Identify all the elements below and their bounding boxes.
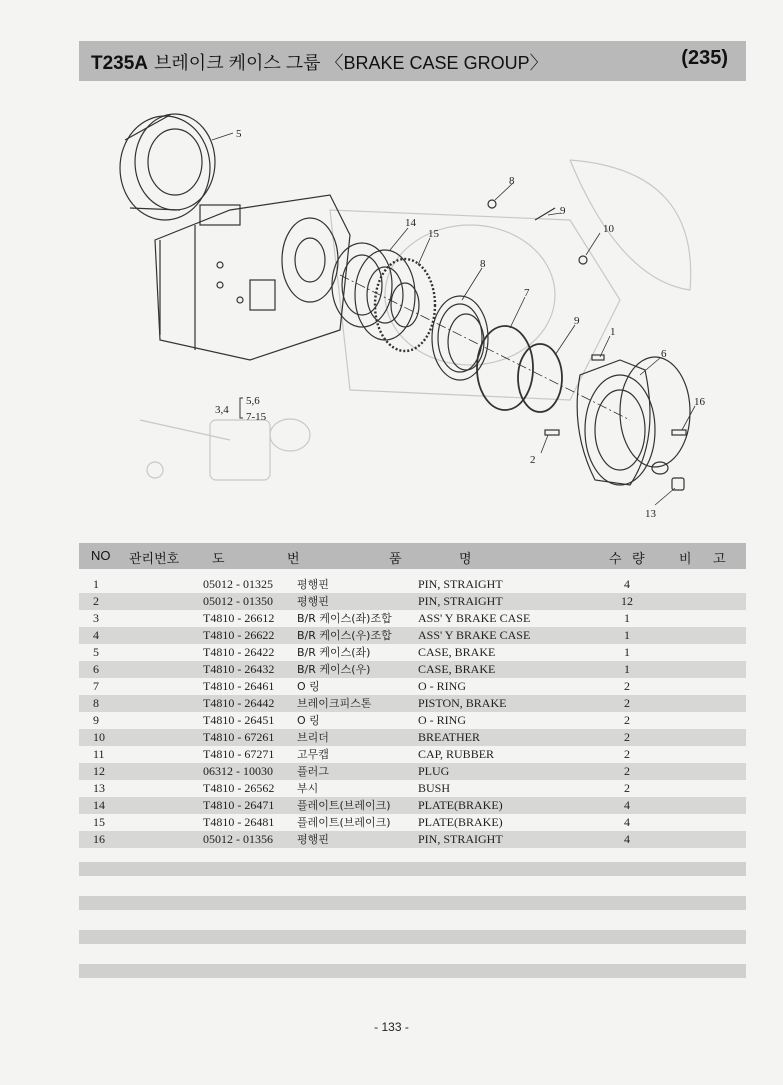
row-name-english: CAP, RUBBER [418, 747, 495, 761]
callout-5: 5 [236, 128, 242, 140]
table-row [79, 831, 746, 848]
row-quantity: 2 [624, 781, 630, 795]
row-name-korean: 고무캡 [297, 748, 329, 761]
table-row [79, 780, 746, 797]
row-no: 13 [93, 781, 105, 795]
parts-table-header [79, 543, 746, 569]
table-row [79, 712, 746, 729]
row-no: 7 [93, 679, 99, 693]
callout-11: 9 [560, 205, 566, 217]
table-row [79, 593, 746, 610]
row-part-number: T4810 - 67261 [203, 730, 275, 744]
callout-12: 10 [603, 223, 614, 235]
row-name-english: PIN, STRAIGHT [418, 832, 503, 846]
row-part-number: 05012 - 01325 [203, 577, 273, 591]
row-quantity: 1 [624, 628, 630, 642]
callout-9: 9 [574, 315, 580, 327]
row-quantity: 1 [624, 611, 630, 625]
row-part-number: T4810 - 67271 [203, 747, 275, 761]
transmission-housing-drawing [155, 195, 350, 360]
table-row [79, 797, 746, 814]
row-part-number: T4810 - 26432 [203, 662, 275, 676]
table-row [79, 729, 746, 746]
group-title: 브레이크 케이스 그룹 〈BRAKE CASE GROUP〉 [154, 53, 548, 73]
table-row [79, 627, 746, 644]
row-name-korean: 브리더 [297, 731, 329, 744]
bush-drawing [672, 478, 684, 490]
row-part-number: T4810 - 26481 [203, 815, 275, 829]
page-reference: (235) [681, 47, 728, 69]
row-no: 12 [93, 764, 105, 778]
header-go: 고 [713, 551, 726, 566]
brake-piston-drawing [432, 296, 488, 380]
callout-bracket-label: 3,4 [215, 404, 229, 416]
callout-14: 14 [405, 217, 416, 229]
row-name-korean: 평행핀 [297, 833, 329, 846]
row-name-english: PLUG [418, 764, 450, 778]
table-row [79, 814, 746, 831]
header-mgmt: 관리번호 [129, 551, 180, 566]
row-name-korean: 플러그 [297, 765, 329, 778]
row-name-korean: B/R 케이스(우) [297, 663, 371, 676]
exploded-diagram [100, 100, 740, 530]
callout-bracket-lower: 7-15 [246, 411, 267, 423]
row-no: 3 [93, 611, 99, 625]
row-no: 14 [93, 798, 105, 812]
row-quantity: 1 [624, 662, 630, 676]
row-part-number: T4810 - 26622 [203, 628, 275, 642]
pin-16-drawing [672, 430, 686, 435]
row-name-english: PIN, STRAIGHT [418, 594, 503, 608]
row-part-number: T4810 - 26422 [203, 645, 275, 659]
row-quantity: 2 [624, 679, 630, 693]
row-no: 15 [93, 815, 105, 829]
header-do: 도 [212, 551, 225, 566]
exploded-view-drawing [100, 100, 740, 530]
row-name-english: CASE, BRAKE [418, 662, 496, 676]
table-row [79, 763, 746, 780]
header-su: 수 [609, 551, 622, 566]
row-name-korean: 부시 [297, 782, 319, 795]
page-title [91, 49, 548, 75]
row-quantity: 2 [624, 747, 630, 761]
group-code: T235A [91, 53, 149, 74]
row-name-english: O - RING [418, 679, 466, 693]
table-row [79, 746, 746, 763]
row-quantity: 4 [624, 815, 630, 829]
row-no: 10 [93, 730, 105, 744]
row-name-korean: O 링 [297, 714, 320, 727]
row-name-english: ASS' Y BRAKE CASE [418, 628, 531, 642]
header-no: NO [91, 548, 111, 563]
row-name-korean: O 링 [297, 680, 320, 693]
row-name-korean: 평행핀 [297, 595, 329, 608]
row-part-number: T4810 - 26612 [203, 611, 275, 625]
brake-case-left-drawing [120, 114, 215, 220]
row-quantity: 2 [624, 696, 630, 710]
row-part-number: 05012 - 01350 [203, 594, 273, 608]
row-part-number: 06312 - 10030 [203, 764, 273, 778]
row-no: 2 [93, 594, 99, 608]
empty-row-band [79, 896, 746, 910]
row-name-korean: 평행핀 [297, 578, 329, 591]
header-bi: 비 [679, 551, 692, 566]
header-pum: 품 [389, 551, 402, 566]
row-no: 5 [93, 645, 99, 659]
row-name-english: PISTON, BRAKE [418, 696, 507, 710]
row-no: 1 [93, 577, 99, 591]
callout-7: 7 [524, 287, 530, 299]
callout-16: 16 [694, 396, 705, 408]
row-quantity: 4 [624, 832, 630, 846]
table-row [79, 644, 746, 661]
plug-drawing [579, 256, 587, 264]
callout-bracket-upper: 5,6 [246, 395, 260, 407]
table-row [79, 678, 746, 695]
empty-row-band [79, 964, 746, 978]
row-name-korean: B/R 케이스(좌)조합 [297, 612, 392, 625]
empty-row-band [79, 862, 746, 876]
brake-case-right-drawing [577, 357, 690, 485]
row-name-korean: 플레이트(브레이크) [297, 816, 391, 829]
row-name-korean: B/R 케이스(우)조합 [297, 629, 392, 642]
row-name-english: BUSH [418, 781, 451, 795]
callout-15: 15 [428, 228, 439, 240]
header-beon: 번 [287, 551, 300, 566]
callout-6: 6 [661, 348, 667, 360]
row-name-english: CASE, BRAKE [418, 645, 496, 659]
row-quantity: 2 [624, 764, 630, 778]
row-no: 8 [93, 696, 99, 710]
row-name-korean: B/R 케이스(좌) [297, 646, 371, 659]
row-quantity: 2 [624, 730, 630, 744]
row-name-english: O - RING [418, 713, 466, 727]
row-quantity: 4 [624, 798, 630, 812]
table-row [79, 661, 746, 678]
callout-13: 13 [645, 508, 656, 520]
pin-1-drawing [592, 355, 604, 360]
table-row [79, 695, 746, 712]
row-part-number: T4810 - 26451 [203, 713, 275, 727]
parts-table-body [79, 576, 746, 848]
row-part-number: T4810 - 26461 [203, 679, 275, 693]
row-part-number: T4810 - 26471 [203, 798, 275, 812]
row-no: 6 [93, 662, 99, 676]
row-name-english: PLATE(BRAKE) [418, 815, 503, 829]
callout-2: 2 [530, 454, 536, 466]
row-name-english: ASS' Y BRAKE CASE [418, 611, 531, 625]
callout-8: 8 [480, 258, 486, 270]
row-no: 11 [93, 747, 105, 761]
row-part-number: T4810 - 26562 [203, 781, 275, 795]
table-row [79, 610, 746, 627]
row-part-number: 05012 - 01356 [203, 832, 273, 846]
header-band [79, 41, 746, 81]
breather-drawing [488, 200, 496, 208]
row-name-korean: 브레이크피스톤 [297, 697, 372, 710]
row-no: 16 [93, 832, 105, 846]
header-ryang: 량 [632, 551, 645, 566]
row-name-english: PIN, STRAIGHT [418, 577, 503, 591]
row-quantity: 1 [624, 645, 630, 659]
table-row [79, 576, 746, 593]
row-quantity: 12 [621, 594, 633, 608]
footer-page-number: - 133 - [374, 1020, 409, 1034]
row-no: 4 [93, 628, 99, 642]
header-myeong: 명 [459, 551, 472, 566]
callout-1: 1 [610, 326, 616, 338]
empty-row-band [79, 930, 746, 944]
row-name-english: BREATHER [418, 730, 481, 744]
row-no: 9 [93, 713, 99, 727]
row-quantity: 4 [624, 577, 630, 591]
row-quantity: 2 [624, 713, 630, 727]
callout-10: 8 [509, 175, 515, 187]
pin-2-drawing [545, 430, 559, 435]
row-name-korean: 플레이트(브레이크) [297, 799, 391, 812]
row-name-english: PLATE(BRAKE) [418, 798, 503, 812]
row-part-number: T4810 - 26442 [203, 696, 275, 710]
